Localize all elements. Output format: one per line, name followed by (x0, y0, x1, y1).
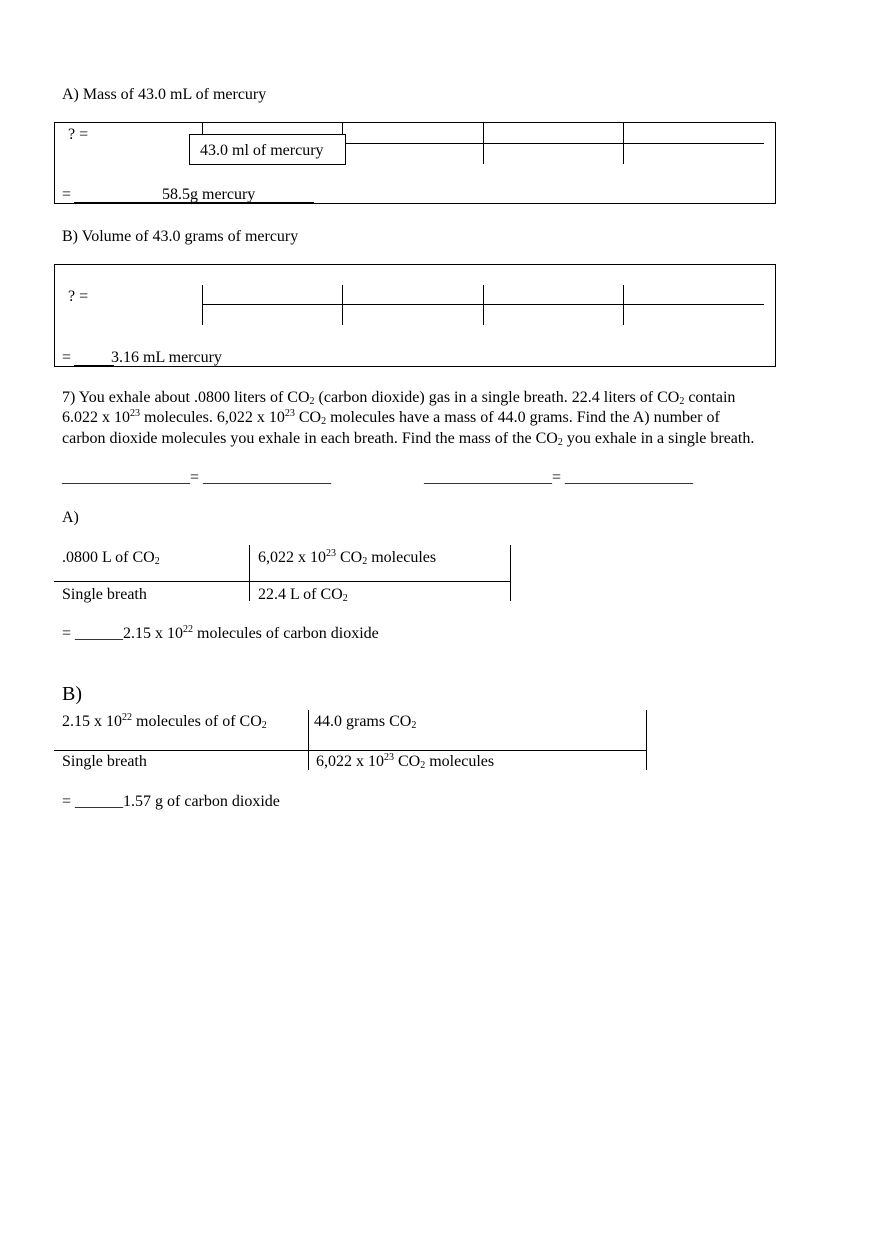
part-b-heading: B) Volume of 43.0 grams of mercury (62, 228, 299, 245)
cell-text: 6,022 x 10 (258, 549, 326, 566)
problem7-text: you exhale in a single breath. (562, 430, 755, 447)
section-a-top-left (62, 550, 160, 566)
part-a-divider-3 (483, 122, 484, 164)
result-text: molecules of carbon dioxide (193, 625, 379, 642)
section-b-top-left (62, 714, 267, 730)
section-a-divider-1 (249, 545, 250, 601)
section-b-divider-2 (646, 710, 647, 770)
cell-text: molecules of of CO (132, 713, 262, 730)
part-b-divider-3 (483, 285, 484, 325)
problem7-text: CO (294, 409, 322, 426)
section-a-result (62, 626, 379, 642)
blank-equation-1: ________________= ________________ (62, 469, 332, 486)
part-a-given-box (189, 134, 346, 165)
part-a-start-label: ? = (68, 126, 89, 143)
cell-text: CO (336, 549, 363, 566)
subscript: 2 (321, 416, 327, 427)
cell-text: CO (394, 753, 421, 770)
subscript: 2 (411, 720, 417, 731)
subscript: 2 (154, 556, 160, 567)
section-a-top-right (258, 550, 436, 566)
cell-text: 2.15 x 10 (62, 713, 122, 730)
subscript: 2 (557, 437, 563, 448)
cell-text: molecules (425, 753, 495, 770)
problem7-text: 6.022 x 10 (62, 409, 130, 426)
cell-text: .0800 L of CO (62, 549, 155, 566)
cell-text: molecules (367, 549, 437, 566)
section-b-label: B) (62, 683, 82, 705)
subscript: 2 (679, 396, 685, 407)
problem7-text: molecules have a mass of 44.0 grams. Find the A) number of (326, 409, 720, 426)
section-a-label: A) (62, 509, 79, 526)
part-b-answer: 3.16 mL mercury (111, 349, 222, 366)
part-a-answer: 58.5g mercury (162, 186, 256, 203)
problem7-line-2 (62, 410, 720, 426)
subscript: 2 (342, 593, 348, 604)
part-a-heading: A) Mass of 43.0 mL of mercury (62, 86, 267, 103)
part-b-start-label: ? = (68, 288, 89, 305)
part-a-equals: = (62, 186, 72, 203)
superscript: 22 (122, 712, 132, 723)
section-b-fraction-line (54, 750, 646, 751)
part-a-given: 43.0 ml of mercury (200, 142, 324, 159)
superscript: 23 (326, 548, 336, 559)
superscript: 22 (183, 624, 194, 635)
superscript: 23 (284, 408, 295, 419)
problem7-text: contain (684, 389, 736, 406)
cell-text: 22.4 L of CO (258, 586, 343, 603)
part-b-divider-4 (623, 285, 624, 325)
superscript: 23 (384, 752, 394, 763)
subscript: 2 (420, 760, 426, 771)
problem7-text: (carbon dioxide) gas in a single breath. 22.4 liters of CO (314, 389, 680, 406)
section-a-fraction-line (54, 581, 510, 582)
subscript: 2 (362, 556, 368, 567)
problem7-text: molecules. 6,022 x 10 (140, 409, 285, 426)
section-a-bottom-left: Single breath (62, 586, 147, 603)
blank-equation-2: ________________= ________________ (424, 469, 694, 486)
problem7-text: 7) You exhale about .0800 liters of CO (62, 389, 310, 406)
cell-text: 6,022 x 10 (316, 753, 384, 770)
section-b-result: = ______1.57 g of carbon dioxide (62, 793, 280, 810)
result-text: = ______2.15 x 10 (62, 625, 184, 642)
problem7-line-3 (62, 431, 754, 447)
section-b-bottom-right (316, 754, 494, 770)
part-b-answer-blank (74, 365, 114, 366)
section-b-bottom-left: Single breath (62, 753, 147, 770)
subscript: 2 (261, 720, 267, 731)
problem7-text: carbon dioxide molecules you exhale in each breath. Find the mass of the CO (62, 430, 558, 447)
section-b-top-right (314, 714, 416, 730)
section-a-divider-2 (510, 545, 511, 601)
part-b-divider-1 (202, 285, 203, 325)
part-a-fraction-line (345, 143, 764, 144)
part-a-divider-4 (623, 122, 624, 164)
section-a-bottom-right (258, 587, 348, 603)
cell-text: 44.0 grams CO (314, 713, 412, 730)
subscript: 2 (309, 396, 315, 407)
part-b-divider-2 (342, 285, 343, 325)
superscript: 23 (130, 408, 140, 419)
problem7-line-1 (62, 390, 735, 406)
section-b-divider-1 (308, 710, 309, 770)
part-b-equals: = (62, 349, 72, 366)
